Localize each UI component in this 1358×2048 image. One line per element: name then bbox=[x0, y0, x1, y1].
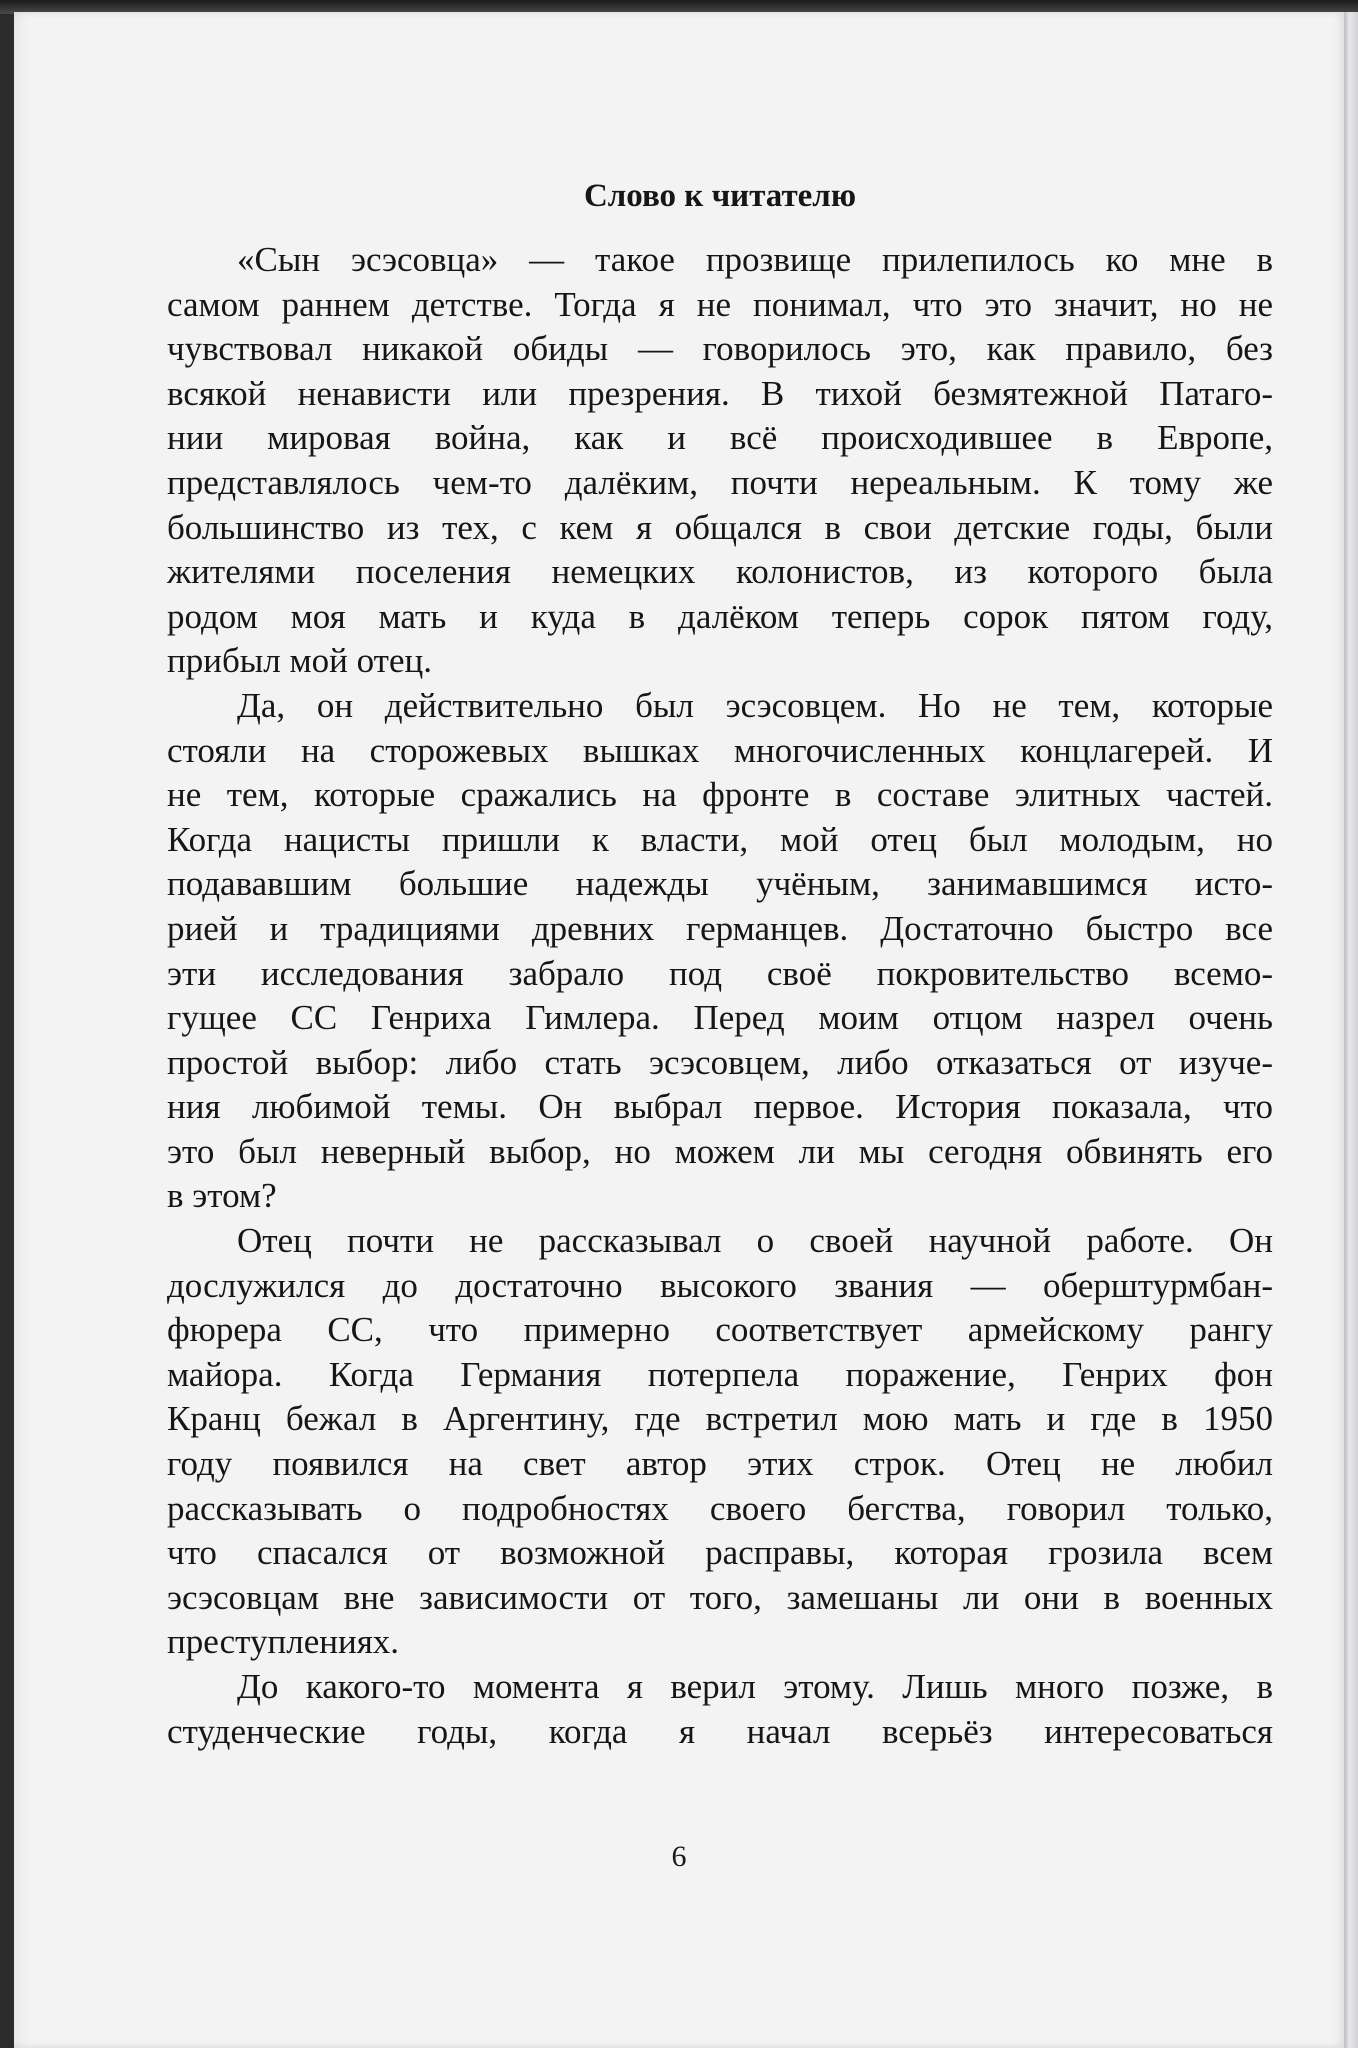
text-line: стояли на сторожевых вышках многочисленных концлагерей. И bbox=[167, 730, 1273, 770]
text-line: рассказывать о подробностях своего бегства, говорил только, bbox=[167, 1488, 1273, 1528]
body-text bbox=[167, 238, 1273, 1754]
paragraph bbox=[167, 1219, 1273, 1665]
page-right-edge bbox=[1344, 12, 1358, 2048]
text-line: рией и традициями древних германцев. Достаточно быстро все bbox=[167, 908, 1273, 948]
text-line: представлялось чем-то далёким, почти нереальным. К тому же bbox=[167, 462, 1273, 502]
text-line: не тем, которые сражались на фронте в составе элитных частей. bbox=[167, 775, 1273, 815]
text-line: До какого-то момента я верил этому. Лишь много позже, в bbox=[237, 1667, 1273, 1706]
paragraph bbox=[167, 238, 1273, 684]
text-line: Отец почти не рассказывал о своей научной работе. Он bbox=[237, 1221, 1273, 1261]
text-line: эти исследования забрало под своё покровительство всемо- bbox=[167, 953, 1273, 993]
chapter-title: Слово к читателю bbox=[583, 178, 857, 214]
paragraph bbox=[167, 1665, 1273, 1754]
text-line: простой выбор: либо стать эсэсовцем, либо отказаться от изуче- bbox=[167, 1042, 1273, 1082]
page-sheet bbox=[14, 12, 1344, 2048]
text-line: эсэсовцам вне зависимости от того, замешаны ли они в военных bbox=[167, 1577, 1273, 1617]
text-line: Да, он действительно был эсэсовцем. Но не тем, которые bbox=[237, 685, 1273, 725]
page-content bbox=[167, 162, 1273, 1754]
text-line: жителями поселения немецких колонистов, из которого была bbox=[167, 552, 1273, 592]
text-line: студенческие годы, когда я начал всерьёз интересоваться bbox=[167, 1711, 1273, 1751]
text-line: дослужился до достаточно высокого звания — оберштурмбан- bbox=[167, 1265, 1273, 1305]
text-line: это был неверный выбор, но можем ли мы сегодня обвинять его bbox=[167, 1131, 1273, 1171]
text-line: подававшим большие надежды учёным, занимавшимся исто- bbox=[167, 864, 1273, 904]
text-line: самом раннем детстве. Тогда я не понимал, что это значит, но не bbox=[167, 284, 1273, 324]
text-line: Кранц бежал в Аргентину, где встретил мою мать и где в 1950 bbox=[167, 1399, 1273, 1439]
text-line: Когда нацисты пришли к власти, мой отец был молодым, но bbox=[167, 819, 1273, 859]
text-line: в этом? bbox=[167, 1176, 277, 1216]
text-line: родом моя мать и куда в далёком теперь сорок пятом году, bbox=[167, 596, 1273, 636]
text-line: что спасался от возможной расправы, которая грозила всем bbox=[167, 1533, 1273, 1573]
text-line: гущее СС Генриха Гимлера. Перед моим отцом назрел очень bbox=[167, 998, 1273, 1038]
text-line: всякой ненависти или презрения. В тихой безмятежной Патаго- bbox=[167, 373, 1273, 413]
text-line: прибыл мой отец. bbox=[167, 641, 432, 681]
text-line: нии мировая война, как и всё происходившее в Европе, bbox=[167, 418, 1273, 458]
text-line: большинство из тех, с кем я общался в свои детские годы, были bbox=[167, 507, 1273, 547]
page-number: 6 bbox=[671, 1840, 687, 1873]
text-line: майора. Когда Германия потерпела поражение, Генрих фон bbox=[167, 1354, 1273, 1394]
text-line: фюрера СС, что примерно соответствует армейскому рангу bbox=[167, 1310, 1273, 1350]
text-line: году появился на свет автор этих строк. Отец не любил bbox=[167, 1444, 1273, 1484]
text-line: чувствовал никакой обиды — говорилось это, как правило, без bbox=[167, 329, 1273, 369]
text-line: «Сын эсэсовца» — такое прозвище прилепилось ко мне в bbox=[237, 240, 1273, 279]
text-line: преступлениях. bbox=[167, 1622, 400, 1662]
paragraph bbox=[167, 684, 1273, 1219]
text-line: ния любимой темы. Он выбрал первое. История показала, что bbox=[167, 1087, 1273, 1127]
